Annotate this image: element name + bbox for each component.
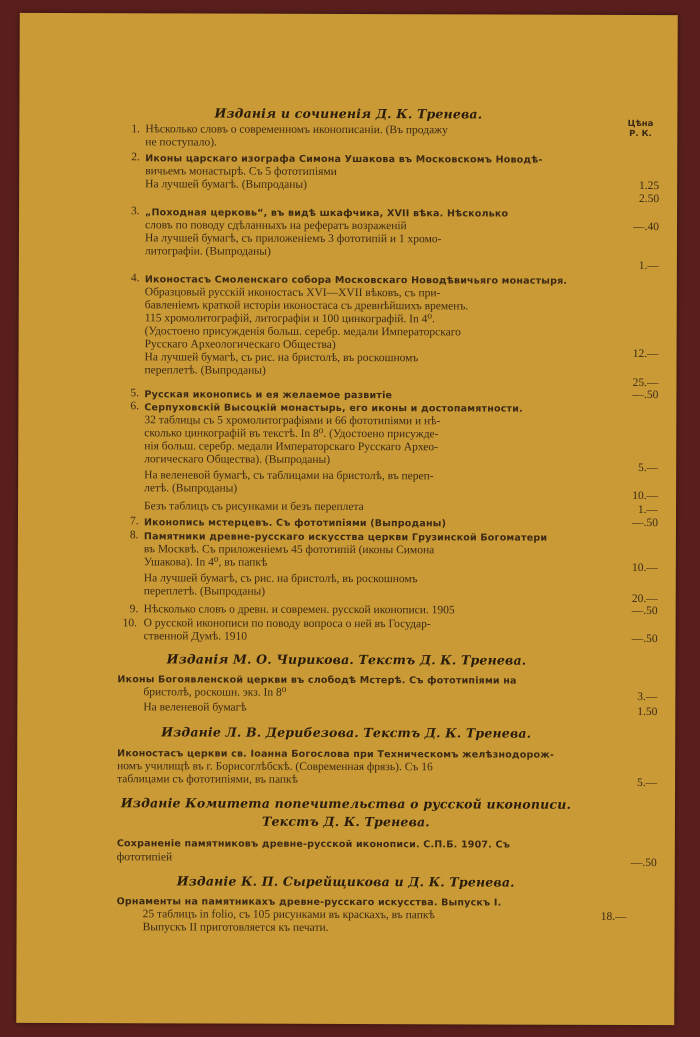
item-price: —.40 <box>633 220 660 234</box>
item-price: —.50 <box>630 856 657 870</box>
item-number: 7. <box>129 515 139 528</box>
item-number: 10. <box>122 617 138 630</box>
item-text: въ Москвѣ. Съ приложеніемъ 45 фототипій (иконы Симона <box>143 543 435 557</box>
section-heading-trenev: Изданія и сочиненія Д. К. Тренева. <box>214 105 483 122</box>
item-text: Нѣсколько словъ о современномъ иконописаніи. (Въ продажу <box>145 123 448 137</box>
item-number: 2. <box>131 151 140 164</box>
item-price: 10.— <box>631 561 658 575</box>
item-text: О русской иконописи по поводу вопроса о ней въ Государ- <box>143 617 431 631</box>
item-text: Выпускъ II приготовляется къ печати. <box>142 921 329 934</box>
item-text: бристолѣ, роскошн. экз. In 8⁰ <box>143 686 287 699</box>
item-title: Иконостасъ церкви св. Іоанна Богослова при Техническомъ желѣзнодорож- <box>117 748 555 761</box>
item-text: нія больш. серебр. медали Императорскаго Русскаго Архео- <box>144 440 439 454</box>
item-text: На веленевой бумагѣ, съ таблицами на бристолѣ, въ переп- <box>144 469 434 483</box>
item-title: „Походная церковь“, въ видѣ шкафчика, XVII вѣка. Нѣсколько <box>145 207 509 220</box>
item-text: Образцовый русскій иконостасъ XVI—XVII вѣковъ, съ при- <box>144 286 441 300</box>
item-text: На лучшей бумагѣ, съ рис. на бристолѣ, въ роскошномъ <box>143 572 418 586</box>
item-text: номъ училищѣ въ г. Борисоглѣбскѣ. (Современная фрязь). Съ 16 <box>117 760 433 774</box>
item-price: 2.50 <box>638 193 660 206</box>
item-text: таблицами съ фототипіями, въ папкѣ <box>117 773 298 786</box>
item-text: Русскаго Археологическаго Общества) <box>144 338 336 351</box>
item-text: вичьемъ монастырѣ. Съ 5 фототипіями <box>145 165 337 178</box>
item-text: логическаго Общества). (Выпроданы) <box>144 453 331 466</box>
item-text: ственной Думѣ. 1910 <box>143 630 248 643</box>
item-title: Сохраненіе памятниковъ древне-русской иконописи. С.П.Б. 1907. Съ <box>116 838 511 851</box>
item-text: летѣ. (Выпроданы) <box>144 482 238 495</box>
item-price: —.50 <box>631 632 658 646</box>
item-number: 8. <box>129 529 139 542</box>
item-price: 12.— <box>632 347 659 361</box>
item-price: 3.— <box>637 691 658 704</box>
catalog-page <box>16 13 678 1025</box>
item-number: 1. <box>131 123 141 136</box>
item-price: 18.— <box>600 910 627 923</box>
section-heading-committee: Изданіе Комитета попечительства о русской иконописи. <box>120 795 572 812</box>
item-title: Иконы царскаго изографа Симона Ушакова въ Московскомъ Новодѣ- <box>145 153 543 166</box>
item-text: На лучшей бумагѣ. (Выпроданы) <box>145 178 307 191</box>
item-price: 5.— <box>638 462 659 475</box>
item-number: 4. <box>130 272 140 285</box>
item-title: Орнаменты на памятникахъ древне-русскаго искусства. Выпускъ I. <box>116 896 502 909</box>
item-title: Иконостасъ Смоленскаго собора Московскаго Новодѣвичьяго монастыря. <box>144 274 568 287</box>
item-number: 3. <box>131 205 140 218</box>
item-price: —.50 <box>632 516 659 530</box>
item-text: Нѣсколько словъ о древн. и современ. русской иконописи. 1905 <box>143 603 455 617</box>
item-price: 20.— <box>631 592 658 606</box>
item-text: На лучшей бумагѣ, съ приложеніемъ 3 фототипій и 1 хромо- <box>144 232 442 246</box>
section-heading-deribezov: Изданіе Л. В. Дерибезова. Текстъ Д. К. Тренева. <box>161 724 532 741</box>
item-price: 1.50 <box>637 706 658 719</box>
item-text: бавленіемъ краткой исторіи иконостаса съ древнѣйшихъ временъ. <box>144 299 469 313</box>
item-text: литографіи. (Выпроданы) <box>144 245 271 258</box>
item-text: (Удостоено присужденія больш. серебр. медали Императорскаго <box>144 325 461 339</box>
section-subheading-committee: Текстъ Д. К. Тренева. <box>262 813 430 830</box>
price-header-units: Р. К. <box>629 128 652 140</box>
item-text: 25 таблицъ in folio, съ 105 рисунками въ краскахъ, въ папкѣ <box>142 908 435 922</box>
item-text: переплетѣ. (Выпроданы) <box>143 585 266 598</box>
item-number: 6. <box>130 400 140 413</box>
item-price: 1.— <box>637 504 659 517</box>
item-price: 1.— <box>638 260 659 273</box>
item-number: 9. <box>129 603 139 616</box>
item-text: словъ по поводу сдѣланныхъ на рефератъ возраженій <box>145 219 407 233</box>
item-text: сколько цинкографій въ текстѣ. In 8⁰. (Удостоено присужде- <box>144 427 439 441</box>
item-title: Иконы Богоявленской церкви въ слободѣ Мстерѣ. Съ фототипіями на <box>117 674 517 687</box>
item-text: фототипіей <box>116 851 173 864</box>
item-title: Русская иконопись и ея желаемое развитіе <box>144 389 393 402</box>
item-text: Ушакова). In 4⁰, въ папкѣ <box>143 556 268 569</box>
item-title: Иконопись мстерцевъ. Съ фототипіями (Выпроданы) <box>143 517 447 530</box>
item-price: —.50 <box>631 604 658 618</box>
item-number: 5. <box>130 387 140 400</box>
item-title: Серпуховскій Высоцкій монастырь, его иконы и достопамятности. <box>144 402 523 415</box>
item-price: 10.— <box>632 489 659 503</box>
price-header-label: Цѣна <box>627 118 654 130</box>
item-text: переплетѣ. (Выпроданы) <box>144 364 266 377</box>
item-text: Безъ таблицъ съ рисунками и безъ переплета <box>144 500 364 514</box>
item-price: 25.— <box>632 376 659 390</box>
item-text: не поступало). <box>145 136 217 149</box>
item-text: 32 таблицы съ 5 хромолитографіями и 66 фототипіями и нѣ- <box>144 414 441 428</box>
section-heading-chirikov: Изданія М. О. Чирикова. Текстъ Д. К. Тренева. <box>166 651 527 668</box>
item-price: —.50 <box>632 388 659 402</box>
item-text: На лучшей бумагѣ, съ рис. на бристолѣ, въ роскошномъ <box>144 351 419 365</box>
item-title: Памятники древне-русскаго искусства церкви Грузинской Богоматери <box>143 531 548 544</box>
item-text: На веленевой бумагѣ <box>143 701 247 714</box>
item-price: 1.25 <box>639 180 660 193</box>
item-price: 5.— <box>636 777 658 790</box>
section-heading-syreishchikov: Изданіе К. П. Сырейщикова и Д. К. Тренева. <box>176 873 515 890</box>
item-text: 115 хромолитографій, литографіи и 100 цинкографій. In 4⁰. <box>144 312 435 326</box>
